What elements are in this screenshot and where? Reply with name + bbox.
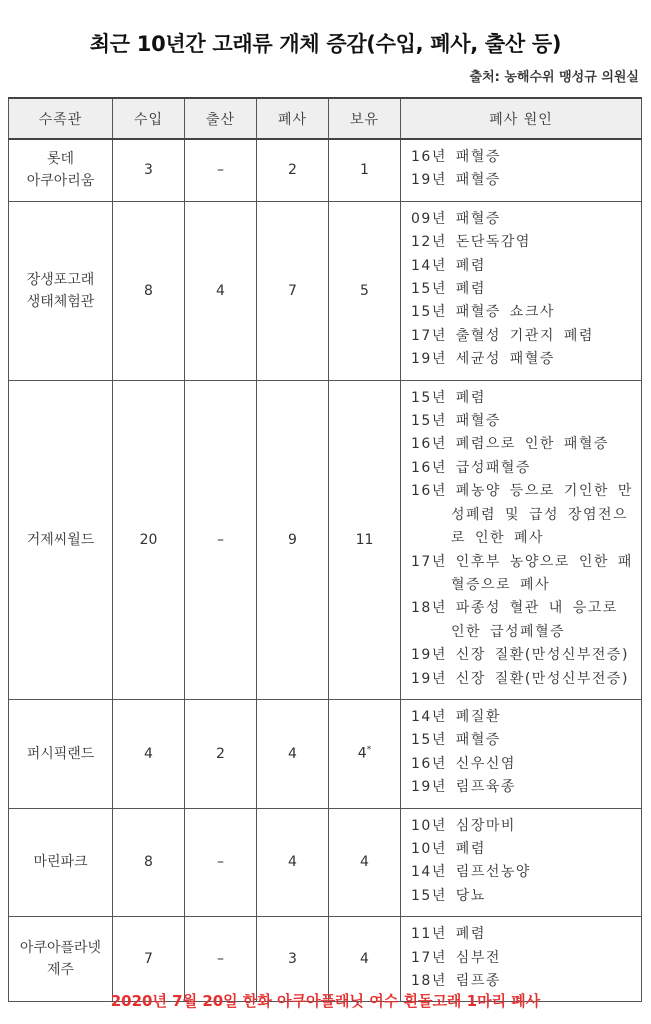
birth-value: 4 (216, 282, 225, 299)
holding-value: 1 (360, 162, 369, 179)
death-cell (257, 201, 329, 380)
aquarium-name-line: 거제씨월드 (26, 531, 95, 548)
death-cause-item: 10년 심장마비 (411, 817, 516, 834)
aquarium-name-line: 퍼시픽랜드 (26, 745, 95, 762)
holding-cell (329, 139, 401, 201)
death-cause-item: 09년 패혈증 (411, 210, 501, 227)
death-cause-item: 19년 신장 질환(만성신부전증) (411, 670, 629, 687)
import-cell (113, 380, 185, 699)
holding-value: 4 (360, 951, 369, 968)
birth-cell (185, 380, 257, 699)
death-cause-item: 15년 폐렴 (411, 389, 486, 406)
import-cell (113, 201, 185, 380)
death-value: 2 (288, 162, 297, 179)
holding-cell (329, 380, 401, 699)
whale-table (8, 97, 642, 1002)
header-cause: 폐사 원인 (401, 98, 642, 139)
death-cause-item: 19년 림프육종 (411, 779, 516, 796)
holding-cell (329, 808, 401, 917)
import-value: 8 (144, 282, 153, 299)
header-death: 폐사 (257, 98, 329, 139)
holding-cell (329, 699, 401, 808)
import-value: 4 (144, 745, 153, 762)
header-aquarium: 수족관 (9, 98, 113, 139)
import-value: 8 (144, 854, 153, 871)
aquarium-name-line: 제주 (46, 962, 75, 979)
death-cause-item: 15년 패혈증 (411, 732, 501, 749)
table-row (9, 380, 642, 699)
birth-cell (185, 699, 257, 808)
birth-value: – (217, 162, 224, 179)
death-cause-item: 18년 림프종 (411, 973, 501, 989)
death-cause-item: 10년 폐렴 (411, 840, 486, 857)
death-causes (401, 139, 642, 201)
death-cause-item: 17년 인후부 농양으로 인한 패혈증으로 폐사 (411, 553, 633, 593)
death-value: 4 (288, 745, 297, 762)
death-value: 3 (288, 951, 297, 968)
death-cause-item: 16년 패혈증 (411, 149, 501, 165)
death-cause-item: 15년 폐렴 (411, 281, 486, 298)
death-cause-item: 15년 패혈증 (411, 413, 501, 430)
aquarium-name-line: 장생포고래 (26, 271, 95, 288)
import-cell (113, 139, 185, 201)
aquarium-name-line: 롯데 (46, 151, 75, 168)
death-causes (401, 699, 642, 808)
death-cause-item: 16년 폐농양 등으로 기인한 만성폐렴 및 급성 장염전으로 인한 폐사 (411, 483, 633, 547)
holding-value: 4 (360, 854, 369, 871)
source-note: 출처: 농해수위 맹성규 의원실 (469, 70, 639, 85)
holding-value: 11 (355, 531, 374, 548)
aquarium-name (9, 699, 113, 808)
death-cause-item: 18년 파종성 혈관 내 응고로 인한 급성폐혈증 (411, 600, 618, 640)
aquarium-name-line: 마린파크 (33, 854, 88, 871)
holding-value: 4 (357, 746, 367, 763)
table-row (9, 139, 642, 201)
birth-value: – (217, 951, 224, 968)
death-cell (257, 808, 329, 917)
birth-cell (185, 139, 257, 201)
header-birth: 출산 (185, 98, 257, 139)
death-cause-item: 19년 세균성 패혈증 (411, 351, 555, 368)
death-cause-item: 17년 심부전 (411, 949, 501, 966)
import-cell (113, 699, 185, 808)
death-cause-item: 16년 급성패혈증 (411, 459, 531, 476)
table-row (9, 699, 642, 808)
import-value: 7 (144, 951, 153, 968)
death-cell (257, 139, 329, 201)
aquarium-name (9, 201, 113, 380)
birth-value: 2 (216, 745, 225, 762)
import-value: 20 (139, 531, 158, 548)
death-cause-item: 16년 폐렴으로 인한 패혈증 (411, 436, 609, 453)
birth-cell (185, 201, 257, 380)
birth-cell (185, 808, 257, 917)
death-causes (401, 808, 642, 917)
death-cause-item: 12년 돈단독감염 (411, 234, 531, 251)
aquarium-name-line: 아쿠아플라넷 (19, 940, 102, 957)
header-import: 수입 (113, 98, 185, 139)
aquarium-name-line: 아쿠아리움 (26, 173, 95, 190)
death-causes (401, 201, 642, 380)
header-row (9, 98, 642, 139)
page-title: 최근 10년간 고래류 개체 증감(수입, 폐사, 출산 등) (89, 32, 562, 56)
death-cause-item: 19년 패혈증 (411, 172, 501, 189)
header-holding: 보유 (329, 98, 401, 139)
death-cause-item: 15년 당뇨 (411, 887, 486, 904)
holding-footnote-mark: * (366, 745, 372, 756)
birth-value: – (217, 854, 224, 871)
table-row (9, 201, 642, 380)
death-cell (257, 380, 329, 699)
death-cause-item: 19년 신장 질환(만성신부전증) (411, 647, 629, 664)
aquarium-name (9, 808, 113, 917)
death-cell (257, 699, 329, 808)
death-cause-item: 14년 폐렴 (411, 257, 486, 274)
death-cause-item: 17년 출혈성 기관지 폐렴 (411, 327, 594, 344)
aquarium-name-line: 생태체험관 (26, 293, 95, 310)
footer-note: 2020년 7월 20일 한화 아쿠아플래닛 여수 흰돌고래 1마리 폐사 (110, 992, 541, 1010)
aquarium-name (9, 380, 113, 699)
death-value: 9 (288, 531, 297, 548)
holding-value: 5 (360, 282, 369, 299)
table-row (9, 808, 642, 917)
import-cell (113, 808, 185, 917)
death-value: 4 (288, 854, 297, 871)
death-cause-item: 16년 신우신염 (411, 755, 516, 772)
death-cause-item: 14년 폐질환 (411, 708, 501, 725)
death-causes (401, 380, 642, 699)
holding-cell (329, 201, 401, 380)
aquarium-name (9, 139, 113, 201)
death-value: 7 (288, 282, 297, 299)
death-cause-item: 14년 림프선농양 (411, 864, 531, 881)
birth-value: – (217, 531, 224, 548)
death-cause-item: 11년 폐렴 (411, 926, 486, 943)
death-cause-item: 15년 패혈증 쇼크사 (411, 304, 555, 321)
import-value: 3 (144, 162, 153, 179)
